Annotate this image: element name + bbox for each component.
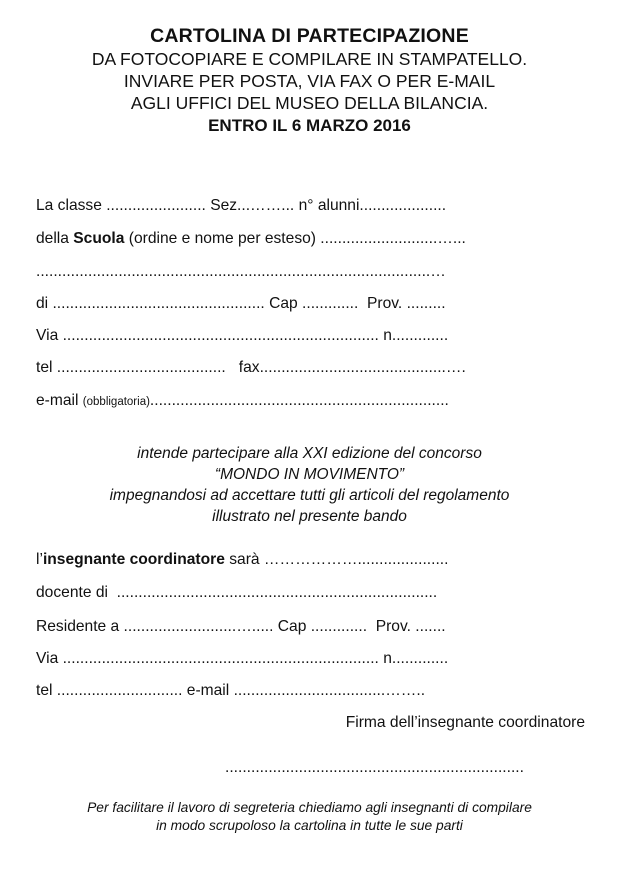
tel-fax-field[interactable]: tel ....................................... fax...........................................…. — [36, 359, 466, 376]
insegnante-field[interactable] — [36, 551, 448, 569]
insegnante-label: insegnante coordinatore — [42, 551, 225, 568]
footer-note — [0, 799, 619, 835]
deadline: ENTRO IL 6 MARZO 2016 — [208, 116, 411, 135]
docente-field[interactable]: docente di .......................................................................... — [36, 584, 438, 601]
intent-line-3: impegnandosi ad accettare tutti gli articoli del regolamento — [109, 487, 510, 504]
email-note: (obbligatoria) — [82, 396, 150, 408]
scuola-prefix: della — [36, 230, 74, 247]
email-dots: ..................................................................... — [149, 392, 449, 409]
signature-label: Firma dell’insegnante coordinatore — [345, 714, 585, 731]
teacher-via-field[interactable]: Via ......................................................................... n............. — [36, 650, 449, 667]
header — [0, 24, 619, 137]
instruction-line-1: DA FOTOCOPIARE E COMPILARE IN STAMPATELLO. — [91, 49, 528, 69]
email-label: e-mail — [36, 392, 83, 409]
page-title: CARTOLINA DI PARTECIPAZIONE — [150, 25, 469, 47]
teacher-tel-email-field[interactable]: tel ............................. e-mail ...................................…….. — [36, 682, 426, 699]
scuola-label: Scuola — [73, 230, 125, 247]
instruction-line-2: INVIARE PER POSTA, VIA FAX O PER E-MAIL — [123, 71, 496, 91]
scuola-suffix: (ordine e nome per esteso) ...........................…... — [124, 230, 466, 247]
residente-field[interactable]: Residente a ..........................…..... Cap ............. Prov. ....... — [36, 618, 446, 635]
intent-line-4: illustrato nel presente bando — [212, 508, 407, 525]
footer-line-2: in modo scrupoloso la cartolina in tutte le sue parti — [156, 818, 463, 833]
classe-field[interactable]: La classe ....................... Sez...……... n° alunni.................... — [36, 197, 447, 214]
email-field[interactable] — [36, 392, 449, 411]
scuola-field[interactable] — [36, 230, 466, 248]
signature-line[interactable]: ..................................................................... — [225, 759, 524, 776]
scuola-continuation-field[interactable]: ...........................................................................................… — [36, 263, 446, 280]
intent-line-1: intende partecipare alla XXI edizione del concorso — [137, 445, 482, 462]
insegnante-suffix: sarà ………………..................... — [224, 551, 449, 568]
insegnante-prefix: l’ — [36, 551, 43, 568]
via-field[interactable]: Via ......................................................................... n............. — [36, 327, 449, 344]
footer-line-1: Per facilitare il lavoro di segreteria chiediamo agli insegnanti di compilare — [87, 800, 532, 815]
contest-name: “MONDO IN MOVIMENTO” — [214, 466, 405, 483]
intent-statement — [0, 443, 619, 527]
city-cap-prov-field[interactable]: di ................................................. Cap ............. Prov. ......... — [36, 295, 446, 312]
instruction-line-3: AGLI UFFICI DEL MUSEO DELLA BILANCIA. — [130, 93, 489, 113]
